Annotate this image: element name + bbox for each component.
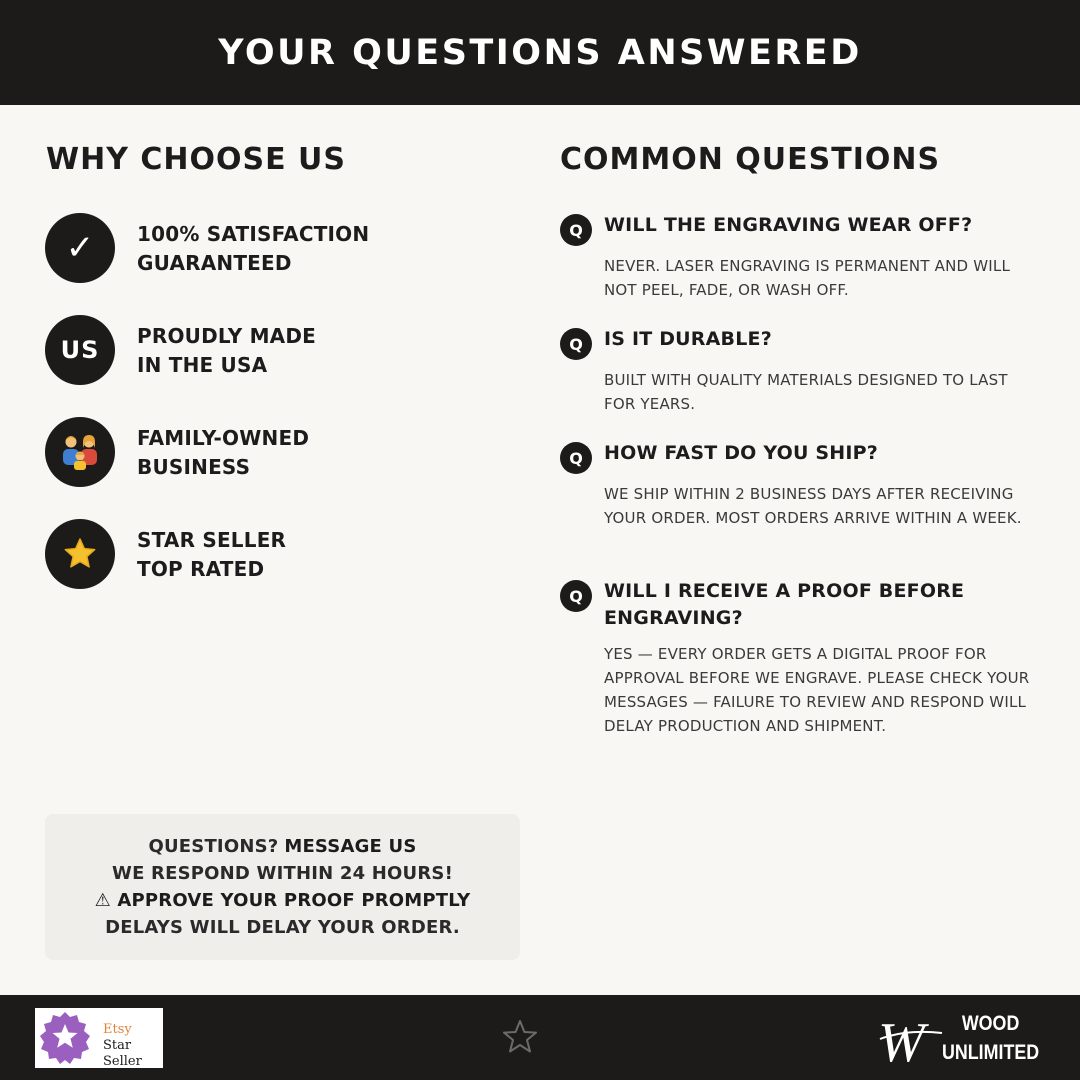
question-badge-icon: Q	[560, 328, 592, 360]
feature-line: STAR SELLER	[137, 528, 287, 552]
faq-answer: NEVER. LASER ENGRAVING IS PERMANENT AND WILL NOT PEEL, FADE, OR WASH OFF.	[604, 257, 1011, 299]
faq-question: WILL THE ENGRAVING WEAR OFF?	[604, 214, 973, 236]
feature-line: IN THE USA	[137, 353, 268, 377]
etsy-star-seller-badge	[35, 1008, 163, 1068]
faq-answer: BUILT WITH QUALITY MATERIALS DESIGNED TO LAST FOR YEARS.	[604, 371, 1008, 413]
questions-label: QUESTIONS?	[148, 836, 279, 857]
faq-answer: YES — EVERY ORDER GETS A DIGITAL PROOF FOR APPROVAL BEFORE WE ENGRAVE. PLEASE CHECK YOUR MESSAGES — FAILURE TO REVIEW AND RESPOND WILL DELAY PRODUCTION AND SHIPMENT.	[604, 645, 1030, 735]
response-time-text: WE RESPOND WITHIN 24 HOURS!	[112, 863, 453, 884]
outline-star-icon	[500, 1017, 540, 1057]
feature-made-in-usa	[45, 315, 515, 387]
page-footer	[0, 995, 1080, 1080]
w-monogram-icon	[876, 1011, 944, 1067]
page-header	[0, 0, 1080, 105]
family-icon	[45, 417, 115, 487]
question-badge-icon: Q	[560, 214, 592, 246]
svg-text:W: W	[878, 1012, 925, 1067]
approve-proof-warning: ⚠ APPROVE YOUR PROOF PROMPTLY	[94, 890, 471, 911]
star-seller-text: Star Seller	[103, 1038, 142, 1069]
feature-line: BUSINESS	[137, 455, 251, 479]
feature-line: 100% SATISFACTION	[137, 222, 370, 246]
etsy-seal-icon	[37, 1010, 93, 1066]
question-badge-icon: Q	[560, 580, 592, 612]
common-questions-title: COMMON QUESTIONS	[560, 142, 941, 177]
logo-wood-text: WOOD	[961, 1012, 1020, 1035]
us-badge-icon: US	[45, 315, 115, 385]
faq-answer: WE SHIP WITHIN 2 BUSINESS DAYS AFTER RECEIVING YOUR ORDER. MOST ORDERS ARRIVE WITHIN A WEEK.	[604, 485, 1022, 527]
etsy-brand-text: Etsy	[103, 1022, 132, 1037]
feature-star-seller	[45, 519, 515, 591]
checkmark-icon: ✓	[45, 213, 115, 283]
feature-line: GUARANTEED	[137, 251, 292, 275]
question-badge-icon: Q	[560, 442, 592, 474]
wood-unlimited-logo	[876, 1005, 1056, 1071]
message-us-link[interactable]: MESSAGE US	[284, 836, 417, 857]
faq-question: HOW FAST DO YOU SHIP?	[604, 442, 879, 464]
feature-line: PROUDLY MADE	[137, 324, 317, 348]
feature-family-owned	[45, 417, 515, 489]
delay-warning-text: DELAYS WILL DELAY YOUR ORDER.	[105, 917, 460, 938]
why-choose-us-title: WHY CHOOSE US	[46, 142, 347, 177]
feature-satisfaction	[45, 213, 515, 285]
message-us-box	[45, 814, 520, 960]
faq-question: WILL I RECEIVE A PROOF BEFORE ENGRAVING?	[604, 580, 965, 629]
feature-line: FAMILY-OWNED	[137, 426, 310, 450]
feature-line: TOP RATED	[137, 557, 265, 581]
page-title: YOUR QUESTIONS ANSWERED	[218, 32, 862, 73]
star-icon	[45, 519, 115, 589]
logo-unlimited-text: UNLIMITED	[942, 1041, 1040, 1064]
faq-question: IS IT DURABLE?	[604, 328, 772, 350]
